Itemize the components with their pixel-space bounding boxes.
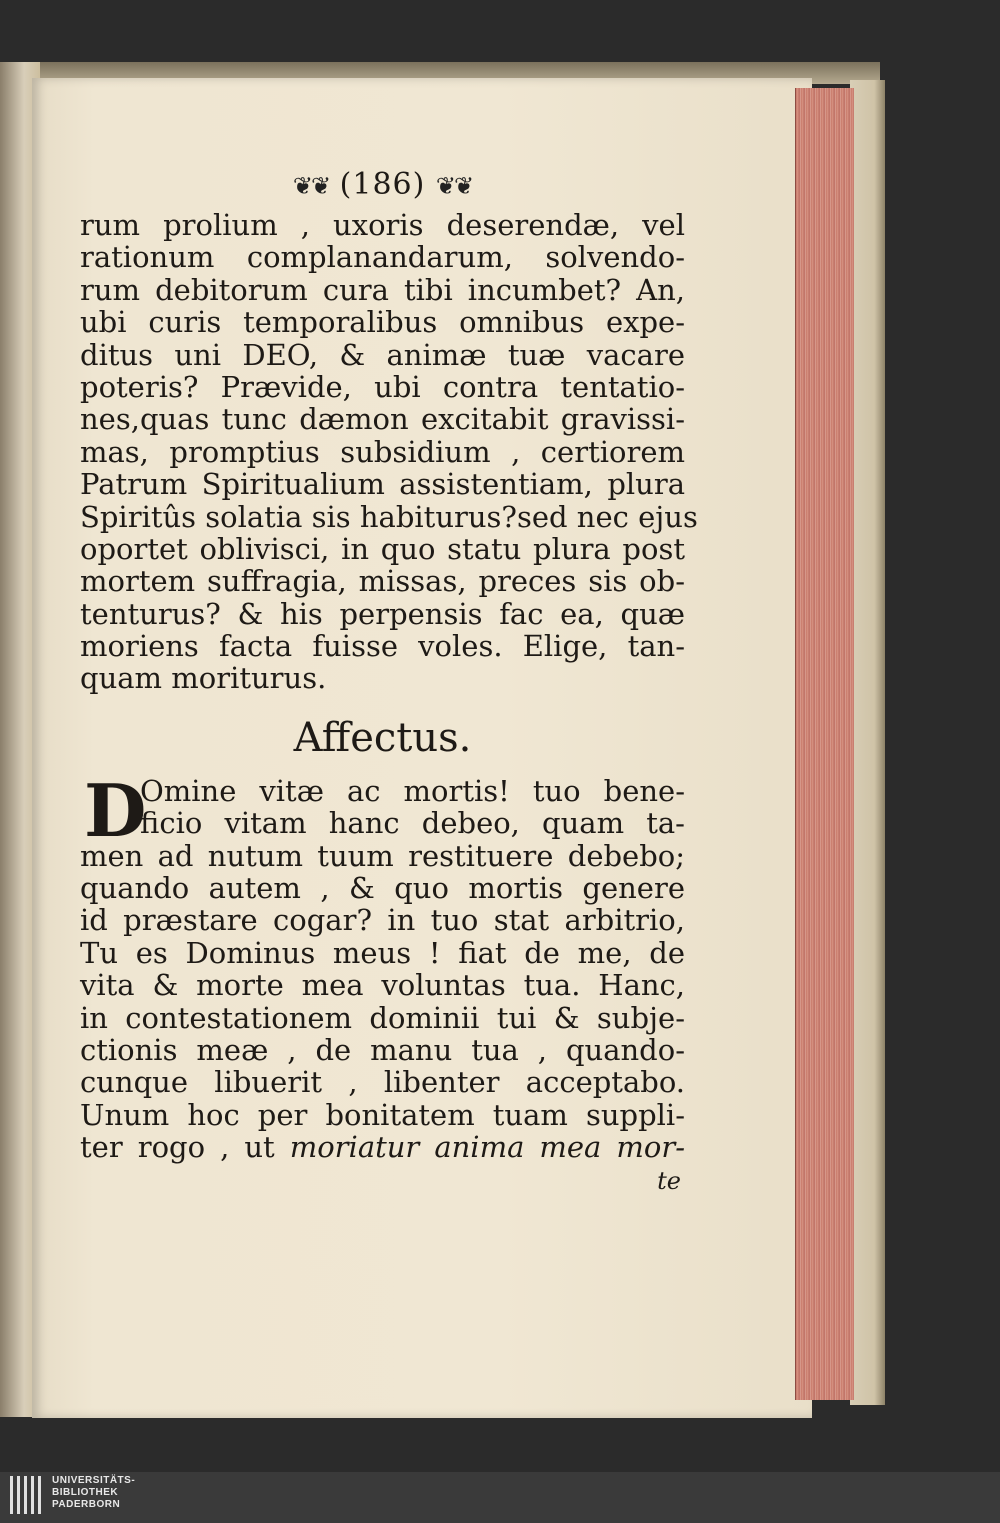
text-line: poteris? Prævide, ubi contra tentatio-: [80, 369, 685, 404]
text-line: cunque libuerit , libenter acceptabo.: [80, 1065, 685, 1100]
left-ornament-icon: ❦❦: [292, 172, 330, 200]
library-name-line-3: PADERBORN: [52, 1499, 121, 1510]
text-line: id præstare cogar? in tuo stat arbitrio,: [80, 903, 685, 938]
drop-cap: D: [84, 767, 147, 853]
text-line: ditus uni DEO, & animæ tuæ vacare: [80, 337, 685, 372]
page-number: (186): [339, 167, 426, 202]
text-line: quam moriturus.: [80, 661, 327, 696]
text-line: oportet oblivisci, in quo statu plura post: [80, 531, 685, 566]
text-line: Omine vitæ ac mortis! tuo bene-: [140, 773, 685, 808]
text-line: moriens facta fuisse voles. Elige, tan-: [80, 629, 685, 664]
text-line: mas, promptius subsidium , certiorem: [80, 434, 685, 469]
library-logo-icon: [10, 1476, 46, 1514]
text-line: men ad nutum tuum restituere debebo;: [80, 838, 685, 873]
text-line: vita & morte mea voluntas tua. Hanc,: [80, 968, 685, 1003]
section-title: Affectus.: [293, 714, 472, 761]
text-line: quando autem , & quo mortis genere: [80, 871, 685, 906]
text-line: Unum hoc per bonitatem tuam suppli-: [80, 1097, 685, 1132]
text-line: tenturus? & his perpensis fac ea, quæ: [80, 596, 685, 631]
text-line: Spiritûs solatia sis habiturus?sed nec ejus: [80, 499, 698, 534]
text-line: rationum complanandarum, solvendo-: [80, 240, 685, 275]
text-line: rum debitorum cura tibi incumbet? An,: [80, 272, 685, 307]
text-line-last: [80, 1131, 685, 1163]
library-name-line-1: UNIVERSITÄTS-: [52, 1475, 136, 1486]
last-line-text: ter rogo , ut: [80, 1130, 290, 1165]
text-line: Patrum Spiritualium assistentiam, plura: [80, 467, 685, 502]
footer-bar: [0, 1472, 1000, 1523]
page-stack-edge: [795, 88, 854, 1400]
text-line: in contestationem dominii tui & subje-: [80, 1000, 685, 1035]
page-header: [80, 165, 685, 205]
library-name: [52, 1475, 135, 1511]
paragraph-2: [80, 767, 685, 1165]
text-line: nes,quas tunc dæmon excitabit gravissi-: [80, 402, 685, 437]
last-line-italic-text: moriatur anima mea mor-: [289, 1130, 685, 1165]
page-text: [80, 165, 698, 1196]
paragraph-1: [80, 208, 698, 696]
text-line: ctionis meæ , de manu tua , quando-: [80, 1032, 685, 1067]
text-line: rum prolium , uxoris deserendæ, vel: [80, 208, 685, 242]
text-line: Tu es Dominus meus ! fiat de me, de: [80, 935, 685, 970]
text-line: mortem suffragia, missas, preces sis ob-: [80, 564, 685, 599]
book-cover-edge: [850, 80, 885, 1405]
catchword: te: [657, 1166, 681, 1195]
text-line: ubi curis temporalibus omnibus expe-: [80, 305, 685, 340]
library-name-line-2: BIBLIOTHEK: [52, 1487, 119, 1498]
text-line: ficio vitam hanc debeo, quam ta-: [140, 806, 685, 841]
right-ornament-icon: ❦❦: [435, 172, 473, 200]
